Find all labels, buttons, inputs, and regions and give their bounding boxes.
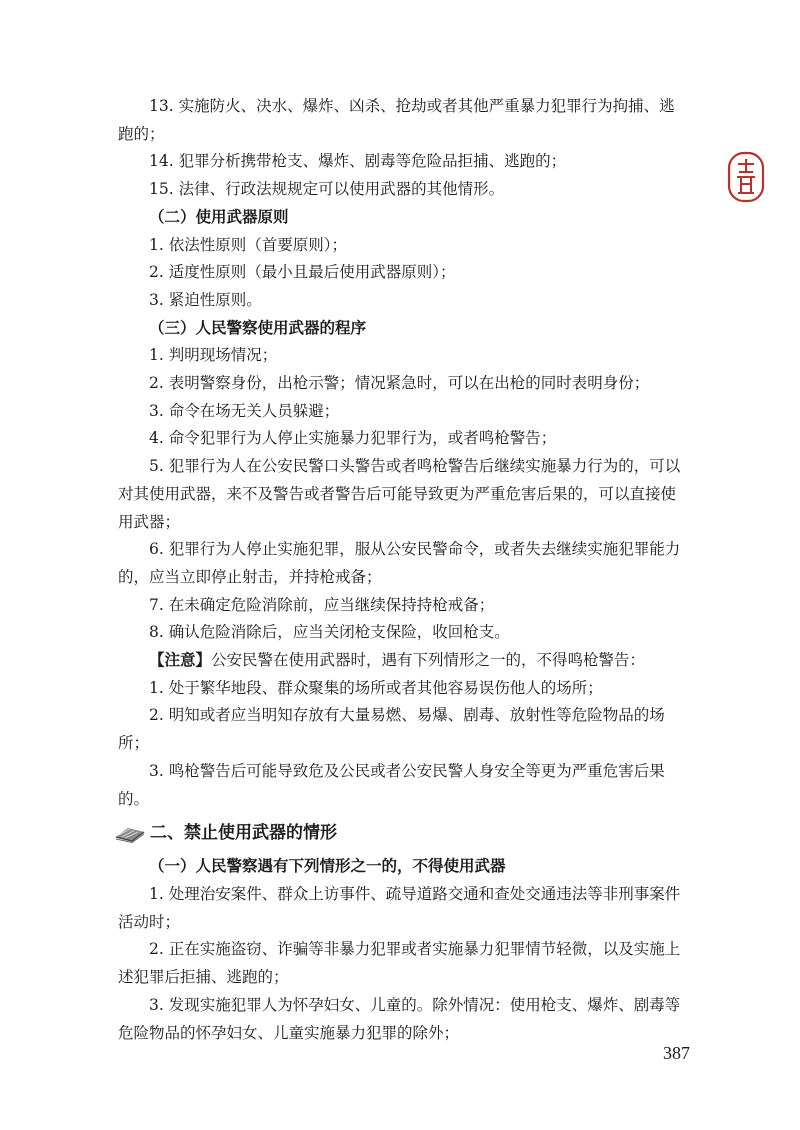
prohibition-item: 2. 正在实施盗窃、诈骗等非暴力犯罪或者实施暴力犯罪情节轻微，以及实施上述犯罪后拒捕、逃跑的； [118, 940, 681, 987]
seal-stamp-icon [726, 150, 766, 204]
page-number: 387 [663, 1043, 690, 1063]
item-13: 13. 实施防火、决水、爆炸、凶杀、抢劫或者其他严重暴力犯罪行为拘捕、逃跑的； [118, 97, 675, 143]
procedure-item: 2. 表明警察身份，出枪示警；情况紧急时，可以在出枪的同时表明身份； [149, 374, 650, 393]
open-book-icon [114, 823, 146, 843]
procedure-item: 1. 判明现场情况； [149, 346, 278, 365]
page-content [118, 93, 686, 1047]
note-paragraph [118, 647, 686, 675]
section-heading-procedure: （三）人民警察使用武器的程序 [149, 318, 367, 337]
principle-item: 3. 紧迫性原则。 [149, 290, 262, 309]
item-15: 15. 法律、行政法规规定可以使用武器的其他情形。 [149, 180, 505, 199]
part-heading-text: 二、禁止使用武器的情形 [150, 823, 337, 844]
procedure-item: 5. 犯罪行为人在公安民警口头警告或者鸣枪警告后继续实施暴力行为的，可以对其使用武器，来不及警告或者警告后可能导致更为严重危害后果的，可以直接使用武器； [118, 457, 681, 531]
procedure-item: 3. 命令在场无关人员躲避； [149, 401, 340, 420]
prohibition-item: 3. 发现实施犯罪人为怀孕妇女、儿童的。除外情况：使用枪支、爆炸、剧毒等危险物品的怀孕妇女、儿童实施暴力犯罪的除外； [118, 995, 681, 1042]
section-heading-prohibited-cases: （一）人民警察遇有下列情形之一的，不得使用武器 [149, 857, 506, 876]
note-text: 公安民警在使用武器时，遇有下列情形之一的，不得鸣枪警告： [211, 651, 646, 670]
note-item: 2. 明知或者应当明知存放有大量易燃、易爆、剧毒、放射性等危险物品的场所； [118, 706, 665, 753]
note-item: 1. 处于繁华地段、群众聚集的场所或者其他容易误伤他人的场所； [149, 678, 603, 697]
note-label: 【注意】 [149, 651, 212, 670]
section-heading-principles: （二）使用武器原则 [149, 207, 289, 226]
principle-item: 1. 依法性原则（首要原则）； [149, 235, 347, 254]
part-heading-prohibited [114, 815, 686, 851]
principle-item: 2. 适度性原则（最小且最后使用武器原则）； [149, 263, 456, 282]
item-14: 14. 犯罪分析携带枪支、爆炸、剧毒等危险品拒捕、逃跑的； [149, 152, 567, 171]
procedure-item: 6. 犯罪行为人停止实施犯罪，服从公安民警命令，或者失去继续实施犯罪能力的，应当立即停止射击，并持枪戒备； [118, 540, 681, 586]
note-item: 3. 鸣枪警告后可能导致危及公民或者公安民警人身安全等更为严重危害后果的。 [118, 761, 665, 808]
prohibition-item: 1. 处理治安案件、群众上访事件、疏导道路交通和查处交通违法等非刑事案件活动时； [118, 884, 681, 931]
procedure-item: 7. 在未确定危险消除前，应当继续保持持枪戒备； [149, 595, 495, 614]
procedure-item: 4. 命令犯罪行为人停止实施暴力犯罪行为，或者鸣枪警告； [149, 429, 557, 448]
procedure-item: 8. 确认危险消除后，应当关闭枪支保险，收回枪支。 [149, 623, 510, 642]
